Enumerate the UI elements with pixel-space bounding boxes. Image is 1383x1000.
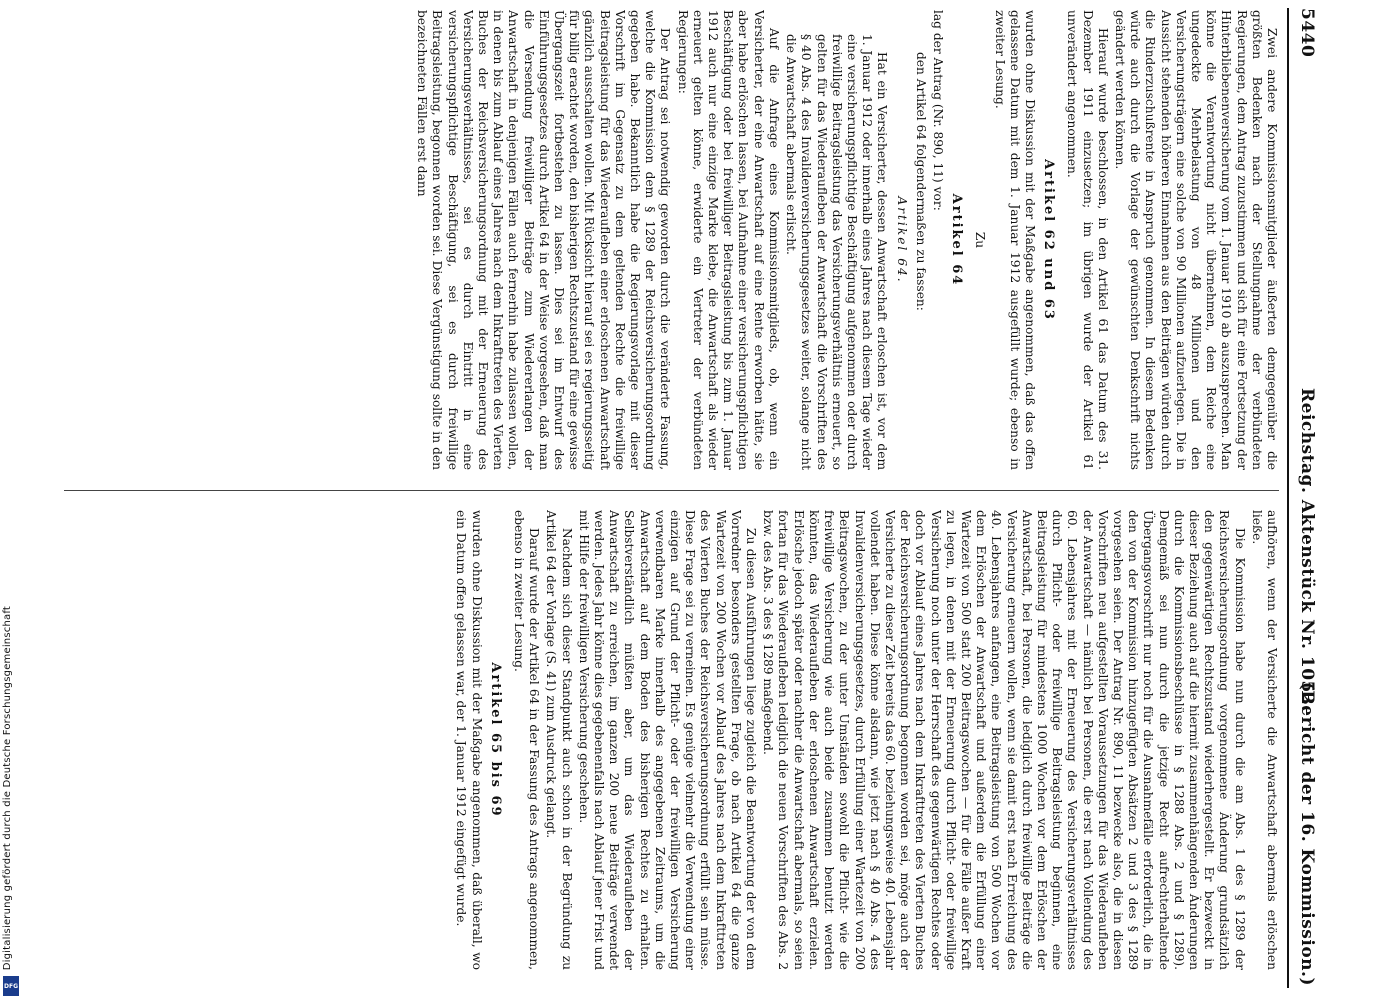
paragraph: aufhören, wenn der Versicherte die Anwartschaft abermals erlöschen ließe.	[1249, 510, 1279, 970]
paragraph: lag der Antrag (Nr. 890, 11) vor:	[930, 10, 945, 211]
right-column	[64, 510, 1279, 970]
paragraph: Hat ein Versicherter, dessen Anwartschaft erloschen ist, vor dem 1. Januar 1912 oder innerhalb eines Jahres nach diesem Tage wieder eine versicherungspflichtige Beschäftigung aufgenommen oder durch freiwillige Beitragsleistung das Versicherungsverhältnis erneuert, so gelten für das Wiederaufleben der Anwartschaft die Vorschriften des § 40 Abs. 4 des Invalidenversicherungsgesetzes weiter, solange nicht die Anwartschaft abermals erlischt.	[784, 34, 890, 470]
paragraph: Zu diesen Ausführungen liege zugleich die Beantwortung der von dem Vorredner besonders gestellten Frage, ob nach Artikel 64 die ganze Wartezeit von 200 Wochen vor Ablauf des Jahres nach dem Inkrafttreten des Vierten Buches der Reichsversicherungsordnung erfüllt sein müsse. Diese Frage sei zu verneinen. Es genüge vielmehr die Verwendung einer einzigen auf Grund der Pflicht- oder der freiwilligen Versicherung verwendbaren Marke innerhalb des angegebenen Zeitraums, um die Anwartschaft auf dem Boden des bisherigen Rechtes zu erhalten. Selbstverständlich müßten aber, um das Wiederaufleben der Anwartschaft zu erreichen, im ganzen 200 neue Beiträge verwendet werden. Jedes Jahr könne dies gegebenenfalls nach Ablauf jener Frist und mit Hilfe der freiwilligen Versicherung geschehen.	[576, 510, 759, 970]
page-title: Reichstag. Aktenstück Nr. 1052.	[1297, 388, 1317, 712]
rotated-page	[50, 0, 1333, 1000]
paragraph: Auf die Anfrage eines Kommissionsmitglieds, ob, wenn ein Versicherter, der eine Anwartschaft auf eine Rente erworben hätte, sie aber habe erlöschen lassen, bei Aufnahme einer versicherungspflichtigen Beschäftigung oder bei freiwilliger Beitragsleistung bis zum 1. Januar 1912 auch nur eine einzige Marke klebe, die Anwartschaft als wieder erneuert gelten könne, erwiderte ein Vertreter der verbündeten Regierungen:	[675, 10, 781, 470]
page-number: 5440	[1297, 8, 1317, 58]
paragraph: Hierauf wurde beschlossen, in den Artikel 61 das Datum des 31. Dezember 1911 einzusetzen; im übrigen wurde der Artikel 61 unverändert angenommen.	[1065, 10, 1110, 470]
page-subtitle: (Bericht der 16. Kommission.)	[1297, 681, 1317, 986]
section-label: Zu	[973, 231, 988, 249]
paragraph: Zwei andere Kommissionsmitglieder äußerten demgegenüber die größten Bedenken nach der Stellungnahme der verbündeten Regierungen, dem Antrag zuzustimmen und sich für eine Fortsetzung der Hinterbliebenenversicherung vom 1. Januar 1910 ab auszusprechen. Man könne die Verantwortung nicht übernehmen, dem Reiche eine ungedeckte Mehrbelastung von 48 Millionen und den Versicherungsträgern eine solche von 90 Millionen aufzuerlegen. Die in Aussicht stehenden höheren Einnahmen aus den Beiträgen würden durch die Rinderzuschußrente in Anspruch genommen. In diesem Bedenken würde auch durch die Vorlage der gewünschten Denkschrift nichts geändert werden können.	[1112, 10, 1279, 470]
column-divider	[64, 490, 1279, 491]
section-heading: Artikel 65 bis 69	[487, 662, 503, 818]
paragraph: wurden ohne Diskussion mit der Maßgabe angenommen, daß überall, wo ein Datum offen gelassen war, der 1. Januar 1912 eingefügt wurde.	[454, 510, 484, 970]
dfg-logo-icon: DFG	[3, 976, 19, 996]
paragraph: Darauf wurde der Artikel 64 in der Fassung des Antrags angenommen, ebenso in zweiter Lesung.	[512, 510, 542, 970]
left-column	[64, 10, 1279, 470]
paragraph: Nachdem sich dieser Standpunkt auch schon in der Begründung zu Artikel 64 der Vorlage (S. 41) zum Ausdruck gelangt.	[544, 510, 574, 970]
subsection-heading: Artikel 64.	[894, 196, 909, 284]
section-heading: Artikel 64	[949, 193, 965, 287]
footer-strip	[0, 0, 22, 1000]
paragraph: Die Kommission habe nun durch die am Abs. 1 des § 1289 der Reichsversicherungsordnung vorgenommene Änderung grundsätzlich den gegenwärtigen Rechtszustand wiederhergestellt. Er bezweckt in dieser Beziehung auch auf die hiermit zusammenhängenden Änderungen durch die Kommissionsbeschlüsse in § 1288 Abs. 2 und § 1289). Demgemäß sei nun durch die jetzige Recht aufrechterhaltende Übergangsvorschrift nur noch für die Ausnahmefälle erforderlich, die in den von der Kommission hinzugefügten Absätzen 2 und 3 des § 1289 vorgesehen seien. Der Antrag Nr. 890, 11 bezwecke also, die in diesen Vorschriften neu aufgestellten Voraussetzungen für das Wiederaufleben der Anwartschaft — nämlich bei Personen, die erst nach Vollendung des 60. Lebensjahres mit der Erneuerung des Versicherungsverhältnisses durch Pflicht- oder freiwillige Beitragsleistung beginnen, eine Beitragsleistung für mindestens 1000 Wochen vor dem Erlöschen der Anwartschaft, bei Personen, die lediglich durch freiwillige Beiträge die Versicherung erneuern wollen, wenn sie damit erst nach Erreichung des 40. Lebensjahres anfangen, eine Beitragsleistung von 500 Wochen vor dem Erlöschen der Anwartschaft und außerdem die Erfüllung einer Wartezeit von 500 statt 200 Beitragswochen — für die Fälle außer Kraft zu legen, in denen mit der Erneuerung durch Pflicht- oder freiwillige Versicherung noch unter der Herrschaft des gegenwärtigen Rechtes oder doch vor Ablauf eines Jahres nach dem Inkrafttreten des Vierten Buches der Reichsversicherungsordnung begonnen worden sei, möge auch der Versicherte zu dieser Zeit bereits das 60. beziehungsweise 40. Lebensjahr vollendet haben. Diese könne alsdann, wie jetzt nach § 40 Abs. 4 des Invalidenversicherungsgesetzes, durch Erfüllung einer Wartezeit von 200 Beitragswochen, zu der unter Umständen sowohl die Pflicht- wie die freiwillige Versicherung wie auch beide zusammen benutzt werden könnten, das Wiederaufleben der erloschenen Anwartschaft erzielen. Erlösche jedoch später oder nachher die Anwartschaft abermals, so seien fortan für das Wiederaufleben lediglich die neuen Vorschriften des Abs. 2 bzw. des Abs. 3 des § 1289 maßgebend.	[761, 510, 1247, 970]
paragraph: wurden ohne Diskussion mit der Maßgabe angenommen, daß das offen gelassene Datum mit dem 1. Januar 1912 ausgefüllt wurde; ebenso in zweiter Lesung.	[992, 10, 1037, 470]
digitization-notice: Digitalisierung gefördert durch die Deutsche Forschungsgemeinschaft	[2, 605, 13, 970]
paragraph: Der Antrag sei notwendig geworden durch die veränderte Fassung, welche die Kommission dem § 1289 der Reichsversicherungsordnung gegeben habe. Bekanntlich habe die Regierungsvorlage mit dieser Vorschrift im Gegensatz zu dem geltenden Rechte die freiwillige Beitragsleistung für das Wiederaufleben einer erloschenen Anwartschaft gänzlich ausschalten wollen. Mit Rücksicht hierauf sei es regierungsseitig für billig erachtet worden, den bisherigen Rechtszustand für eine gewisse Übergangszeit fortbestehen zu lassen. Dies sei im Entwurf des Einführungsgesetzes durch Artikel 64 in der Weise vorgesehen, daß man die Versendung freiwilliger Beiträge zum Wiedererlangen der Anwartschaft in denjenigen Fällen auch fernerhin habe zulassen wollen, in denen bis zum Ablauf eines Jahres nach dem Inkrafttreten des Vierten Buches der Reichsversicherungsordnung mit der Erneuerung des Versicherungsverhältnisses, sei es durch Eintritt in eine versicherungspflichtige Beschäftigung, sei es durch freiwillige Beitragsleistung, begonnen worden sei. Diese Vergünstigung sollte in den bezeichneten Fällen erst dann	[415, 10, 673, 470]
running-head	[1287, 8, 1327, 998]
header-rule	[1287, 8, 1289, 988]
paragraph: den Artikel 64 folgendermaßen zu fassen:	[913, 52, 928, 311]
section-heading: Artikel 62 und 63	[1041, 159, 1057, 321]
